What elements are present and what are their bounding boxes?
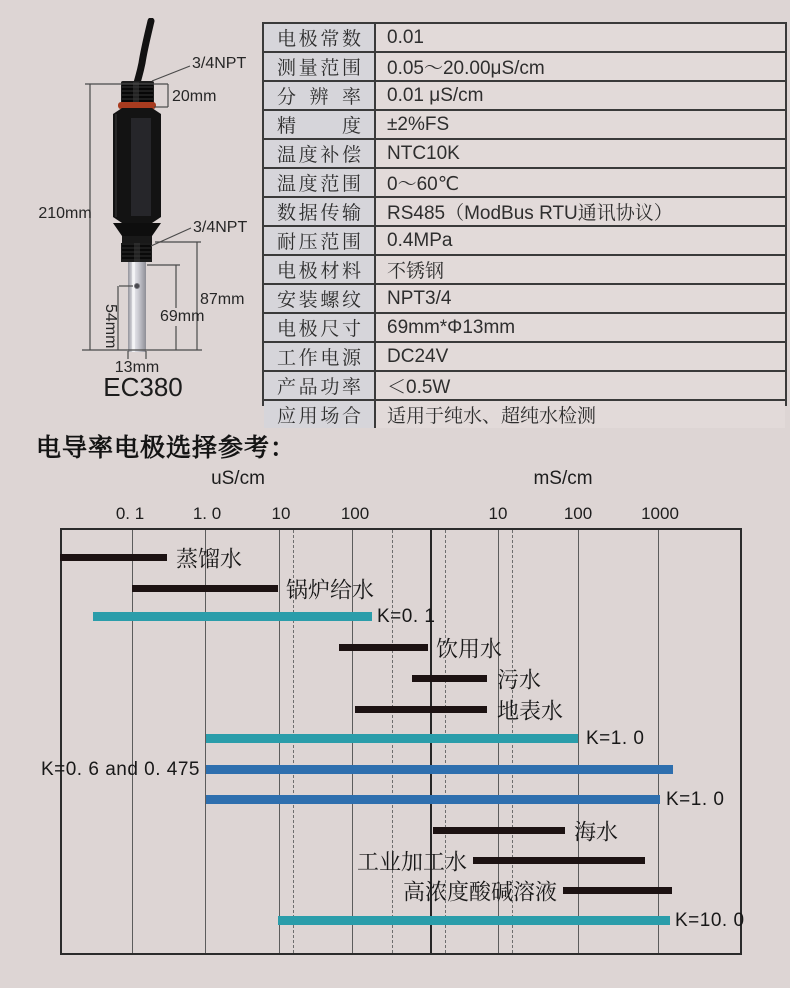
selection-chart bbox=[0, 420, 790, 988]
range-bar bbox=[473, 857, 645, 864]
spec-label-text: 电极常数 bbox=[277, 29, 361, 50]
sensor-figure bbox=[30, 18, 262, 410]
bar-row-label: K=10. 0 bbox=[675, 910, 745, 931]
spec-label-text: 应用场合 bbox=[277, 406, 361, 427]
spec-label-text: 精 度 bbox=[277, 116, 361, 137]
spec-row bbox=[264, 285, 785, 314]
dim-label-total-height: 210mm bbox=[38, 205, 92, 222]
axis-tick-label: 100 bbox=[563, 504, 593, 523]
spec-value: ±2%FS bbox=[376, 111, 785, 138]
bar-row-label: 地表水 bbox=[497, 698, 564, 724]
range-bar bbox=[206, 795, 660, 804]
dim-label-cap-height: 20mm bbox=[172, 88, 217, 105]
axis-tick-label: 1. 0 bbox=[192, 504, 222, 523]
range-bar bbox=[412, 675, 487, 682]
range-bar bbox=[355, 706, 487, 713]
spec-row bbox=[264, 227, 785, 256]
spec-label-text: 电极材料 bbox=[277, 261, 361, 282]
spec-value: RS485（ModBus RTU通讯协议） bbox=[376, 198, 785, 225]
bar-row-label: 污水 bbox=[497, 667, 542, 693]
range-bar bbox=[563, 887, 672, 894]
spec-row bbox=[264, 372, 785, 401]
spec-row bbox=[264, 111, 785, 140]
bar-row-label: 工业加工水 bbox=[356, 849, 467, 875]
spec-label bbox=[264, 111, 376, 138]
axis-tick-label: 10 bbox=[271, 504, 291, 523]
spec-value: 69mm*Φ13mm bbox=[376, 314, 785, 341]
spec-value: 0.01 bbox=[376, 24, 785, 51]
chart-title: 电导率电极选择参考： bbox=[36, 434, 297, 462]
spec-label bbox=[264, 169, 376, 196]
range-bar bbox=[93, 612, 372, 621]
spec-label bbox=[264, 256, 376, 283]
chart-plot bbox=[40, 528, 745, 955]
sensor-probe bbox=[128, 262, 146, 352]
bar-row-label: K=1. 0 bbox=[586, 728, 645, 749]
spec-label bbox=[264, 227, 376, 254]
spec-label bbox=[264, 24, 376, 51]
dim-label-npt-top: 3/4NPT bbox=[192, 55, 247, 72]
spec-label bbox=[264, 82, 376, 109]
bar-row-label: 饮用水 bbox=[436, 636, 503, 662]
dim-label-probe-diameter: 13mm bbox=[114, 359, 160, 376]
spec-value: NTC10K bbox=[376, 140, 785, 167]
spec-label-text: 产品功率 bbox=[277, 377, 361, 398]
range-bar bbox=[206, 734, 578, 743]
axis-tick-label: 10 bbox=[488, 504, 508, 523]
spec-label bbox=[264, 285, 376, 312]
dim-label-npt-bottom: 3/4NPT bbox=[193, 219, 248, 236]
spec-value: DC24V bbox=[376, 343, 785, 370]
spec-label-text: 测量范围 bbox=[277, 58, 361, 79]
bar-row-label: 蒸馏水 bbox=[176, 546, 243, 572]
spec-label bbox=[264, 140, 376, 167]
spec-row bbox=[264, 198, 785, 227]
spec-row bbox=[264, 24, 785, 53]
spec-row bbox=[264, 169, 785, 198]
axis-unit-label: uS/cm bbox=[211, 468, 265, 489]
spec-value: ＜0.5W bbox=[376, 372, 785, 399]
spec-value: 0～60℃ bbox=[376, 169, 785, 196]
bar-row-label: 高浓度酸碱溶液 bbox=[402, 879, 557, 905]
sensor-body bbox=[113, 108, 161, 243]
spec-value: 0.01 μS/cm bbox=[376, 82, 785, 109]
spec-label bbox=[264, 314, 376, 341]
range-bar bbox=[60, 554, 167, 561]
axis-tick-label: 100 bbox=[340, 504, 370, 523]
spec-row bbox=[264, 140, 785, 169]
range-bar bbox=[206, 765, 673, 774]
spec-value: 0.4MPa bbox=[376, 227, 785, 254]
spec-label bbox=[264, 53, 376, 80]
spec-row bbox=[264, 314, 785, 343]
range-bar bbox=[278, 916, 670, 925]
spec-label bbox=[264, 343, 376, 370]
range-bar bbox=[132, 585, 278, 592]
axis-tick-label: 0. 1 bbox=[115, 504, 145, 523]
spec-value: 不锈钢 bbox=[376, 256, 785, 283]
spec-label-text: 安装螺纹 bbox=[277, 290, 361, 311]
model-label: EC380 bbox=[103, 372, 183, 402]
spec-label bbox=[264, 198, 376, 225]
dim-label-hole-to-tip: 54mm bbox=[102, 304, 119, 349]
bar-row-label: K=0. 1 bbox=[377, 606, 436, 627]
spec-row bbox=[264, 53, 785, 82]
axis-unit-label: mS/cm bbox=[533, 468, 593, 489]
spec-value: NPT3/4 bbox=[376, 285, 785, 312]
spec-label-text: 温度范围 bbox=[277, 174, 361, 195]
spec-row bbox=[264, 343, 785, 372]
spec-table bbox=[262, 22, 787, 427]
spec-label-text: 耐压范围 bbox=[277, 232, 361, 253]
spec-row bbox=[264, 82, 785, 111]
o-ring bbox=[118, 102, 156, 109]
axis-tick-label: 1000 bbox=[641, 504, 679, 523]
bar-row-label: K=1. 0 bbox=[666, 789, 725, 810]
spec-label-text: 分 辨 率 bbox=[277, 87, 361, 108]
lower-threads bbox=[121, 243, 152, 262]
dim-label-lower-height: 87mm bbox=[200, 291, 245, 308]
dim-label-probe-height: 69mm bbox=[160, 308, 205, 325]
spec-value: 适用于纯水、超纯水检测 bbox=[376, 401, 785, 428]
spec-label-text: 工作电源 bbox=[277, 348, 361, 369]
bar-row-label: K=0. 6 and 0. 475 bbox=[40, 759, 200, 780]
sensor-cable bbox=[137, 21, 151, 83]
bar-row-label: 锅炉给水 bbox=[286, 577, 375, 603]
range-bar bbox=[339, 644, 428, 651]
range-bar bbox=[433, 827, 565, 834]
spec-row bbox=[264, 256, 785, 285]
gridline bbox=[132, 530, 133, 953]
bar-row-label: 海水 bbox=[574, 819, 619, 845]
spec-label-text: 温度补偿 bbox=[277, 145, 361, 166]
spec-label-text: 数据传输 bbox=[277, 203, 361, 224]
spec-label bbox=[264, 372, 376, 399]
spec-label-text: 电极尺寸 bbox=[277, 319, 361, 340]
probe-hole bbox=[134, 283, 139, 288]
spec-value: 0.05～20.00μS/cm bbox=[376, 53, 785, 80]
